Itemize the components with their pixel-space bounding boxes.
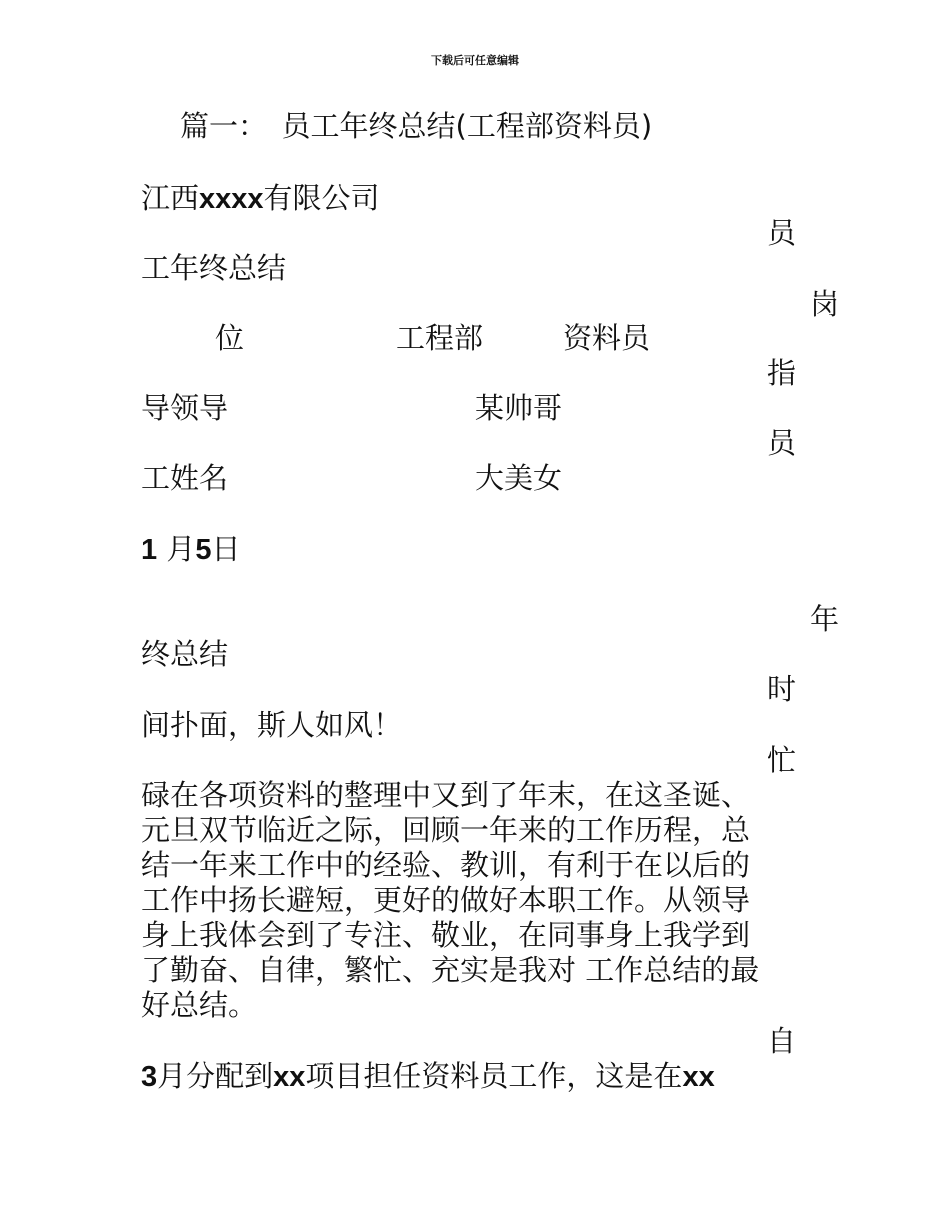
date-day-unit: 日 xyxy=(211,532,241,566)
body-line: 身上我体会到了专注、敬业，在同事身上我学到 xyxy=(141,918,751,952)
date-month-unit: 月 xyxy=(166,532,196,566)
time-rest: 间扑面，斯人如风！ xyxy=(141,708,403,742)
date-month: 1 xyxy=(141,534,158,566)
heading-char-zhi: 指 xyxy=(767,356,797,390)
last-line xyxy=(141,1059,715,1094)
document-title: 篇一： 员工年终总结(工程部资料员) xyxy=(180,109,653,143)
body-line: 元旦双节临近之际，回顾一年来的工作历程，总 xyxy=(141,813,751,847)
body-line: 好总结。 xyxy=(141,988,258,1022)
company-suffix: 有限公司 xyxy=(263,181,380,215)
department-value: 工程部 xyxy=(396,321,484,355)
heading-char-mang: 忙 xyxy=(767,743,797,777)
heading-char-shi: 时 xyxy=(767,672,797,706)
employee-name: 大美女 xyxy=(475,461,563,495)
heading-char-yuan2: 员 xyxy=(767,426,797,460)
leader-name: 某帅哥 xyxy=(475,391,563,425)
heading-char-gang: 岗 xyxy=(810,287,840,321)
body-paragraph xyxy=(141,778,821,1023)
body-line: 工作中扬长避短，更好的做好本职工作。从领导 xyxy=(141,883,751,917)
last-month: 3 xyxy=(141,1061,158,1093)
last-text1: 月分配到 xyxy=(157,1059,274,1093)
leader-label: 导领导 xyxy=(141,391,229,425)
body-line: 了勤奋、自律，繁忙、充实是我对 工作总结的最 xyxy=(141,953,760,987)
last-text2: 项目担任资料员工作，这是在 xyxy=(305,1059,683,1093)
company-line xyxy=(141,181,380,216)
heading-char-yuan: 员 xyxy=(767,216,797,250)
body-line: 碌在各项资料的整理中又到了年末，在这圣诞、 xyxy=(141,778,751,812)
header-note: 下载后可任意编辑 xyxy=(431,54,519,67)
name-label: 工姓名 xyxy=(141,461,229,495)
date-day: 5 xyxy=(195,534,212,566)
heading-char-zi: 自 xyxy=(767,1024,797,1058)
heading-char-nian: 年 xyxy=(810,602,840,636)
position-value: 资料员 xyxy=(563,321,651,355)
position-label: 位 xyxy=(215,321,245,355)
company-name-mask: xxxx xyxy=(199,183,264,215)
date-line xyxy=(141,532,241,567)
year-summary: 终总结 xyxy=(141,637,229,671)
company-prefix: 江西 xyxy=(141,181,200,215)
summary-title: 工年终总结 xyxy=(141,251,287,285)
last-mask2: xx xyxy=(682,1061,715,1093)
body-line: 结一年来工作中的经验、教训，有利于在以后的 xyxy=(141,848,751,882)
project-mask: xx xyxy=(273,1061,306,1093)
